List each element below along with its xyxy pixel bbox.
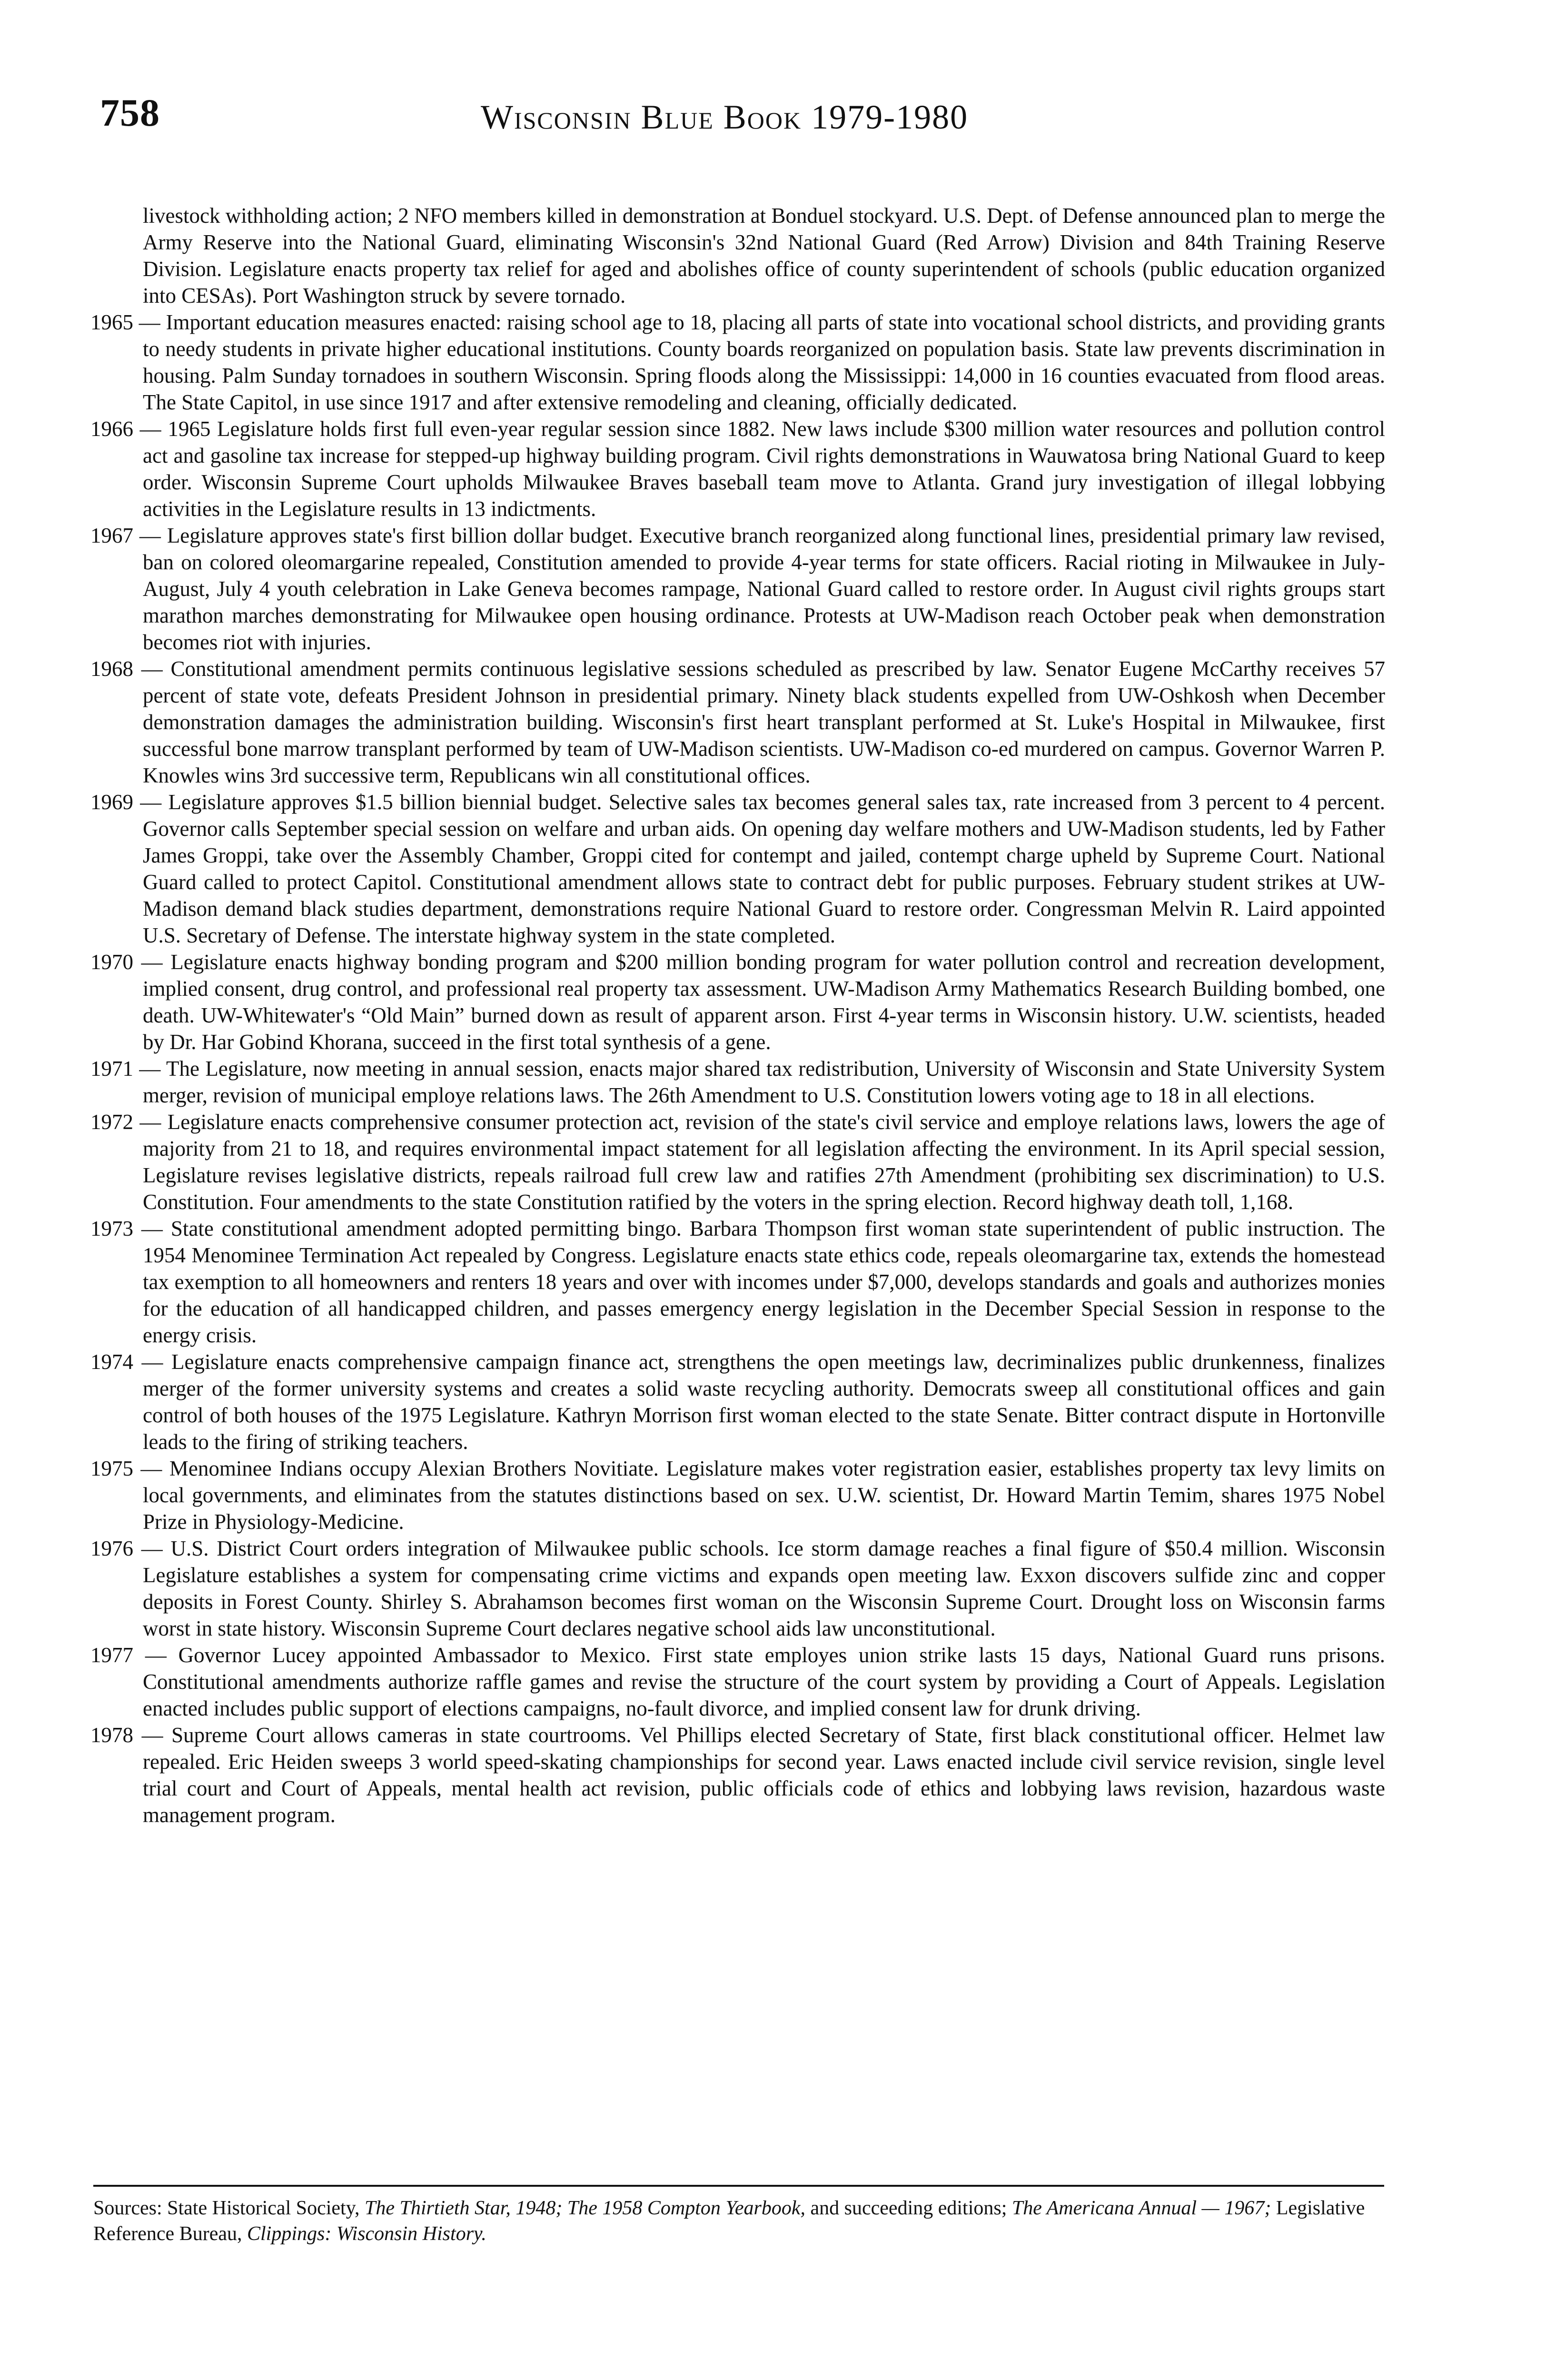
sources-title-3: Clippings: Wisconsin History. xyxy=(247,2223,486,2245)
entry-dash: — xyxy=(140,790,162,814)
entry-text: Governor Lucey appointed Ambassador to Mexico. First state employes union strike lasts 15 days, National Guard runs prisons. Constitutional amendments authorize raffle games and revise the structure of the court system by providing a Court of Appeals. Legislation enacted includes public support of elections campaigns, no-fault divorce, and implied consent law for drunk driving. xyxy=(143,1643,1386,1720)
entry-text: Important education measures enacted: raising school age to 18, placing all parts of state into vocational school districts, and providing grants to needy students in private higher educational institutions. County boards reorganized on population basis. State law prevents discrimination in housing. Palm Sunday tornadoes in southern Wisconsin. Spring floods along the Mississippi: 14,000 in 16 counties evacuated from flood areas. The State Capitol, in use since 1917 and after extensive remodeling and cleaning, officially dedicated. xyxy=(143,310,1386,414)
entry-dash: — xyxy=(140,1457,162,1480)
chronology-entry xyxy=(90,1722,1385,1828)
entry-dash: — xyxy=(139,310,160,334)
entry-year: 1970 xyxy=(90,950,133,974)
entry-year: 1978 xyxy=(90,1723,133,1747)
entry-year: 1973 xyxy=(90,1217,133,1240)
chronology-entries xyxy=(90,309,1385,1828)
entry-year: 1975 xyxy=(90,1457,133,1480)
chronology-entry xyxy=(90,1642,1385,1722)
entry-dash: — xyxy=(139,417,161,441)
entry-year: 1966 xyxy=(90,417,133,441)
chronology-entry xyxy=(90,1349,1385,1455)
entry-text: Constitutional amendment permits continuous legislative sessions scheduled as prescribed by law. Senator Eugene McCarthy receives 57 percent of state vote, defeats President Johnson in presidential primary. Ninety black students expelled from UW-Oshkosh when December demonstration damages the administration building. Wisconsin's first heart transplant performed at St. Luke's Hospital in Milwaukee, first successful bone marrow transplant performed by team of UW-Madison scientists. UW-Madison co-ed murdered on campus. Governor Warren P. Knowles wins 3rd successive term, Republicans win all constitutional offices. xyxy=(143,657,1385,787)
entry-dash: — xyxy=(141,1537,163,1560)
sources-middle-2: Legislative Reference Bureau, xyxy=(93,2197,1365,2245)
entry-dash: — xyxy=(139,1110,161,1134)
entry-text: Legislature enacts comprehensive consumer protection act, revision of the state's civil service and employe relations laws, lowers the age of majority from 21 to 18, and requires environmental impact statement for all legislation affecting the environment. In its April special session, Legislature revises legislative districts, repeals railroad full crew law and ratifies 27th Amendment (prohibiting sex discrimination) to U.S. Constitution. Four amendments to the state Constitution ratified by the voters in the spring election. Record highway death toll, 1,168. xyxy=(143,1110,1386,1214)
entry-dash: — xyxy=(139,524,161,547)
entry-year: 1972 xyxy=(90,1110,133,1134)
entry-text: U.S. District Court orders integration of Milwaukee public schools. Ice storm damage reaches a final figure of $50.4 million. Wisconsin Legislature establishes a system for compensating crime victims and expands open meeting law. Exxon discovers sulfide zinc and copper deposits in Forest County. Shirley S. Abrahamson becomes first woman on the Wisconsin Supreme Court. Drought loss on Wisconsin farms worst in state history. Wisconsin Supreme Court declares negative school aids law unconstitutional. xyxy=(143,1537,1386,1640)
entry-year: 1967 xyxy=(90,524,133,547)
entry-year: 1969 xyxy=(90,790,133,814)
entry-dash: — xyxy=(139,1057,161,1081)
sources-title-2: The Americana Annual — 1967; xyxy=(1011,2197,1271,2219)
entry-text: 1965 Legislature holds first full even-year regular session since 1882. New laws include $300 million water resources and pollution control act and gasoline tax increase for stepped-up highway building program. Civil rights demonstrations in Wauwatosa bring National Guard to keep order. Wisconsin Supreme Court upholds Milwaukee Braves baseball team move to Atlanta. Grand jury investigation of illegal lobbying activities in the Legislature results in 13 indictments. xyxy=(143,417,1386,521)
running-head: Wisconsin Blue Book 1979-1980 xyxy=(481,98,969,136)
entry-year: 1976 xyxy=(90,1537,133,1560)
chronology-entry xyxy=(90,1109,1385,1215)
chronology-entry xyxy=(90,789,1385,949)
chronology-entry xyxy=(90,1455,1385,1535)
entry-dash: — xyxy=(141,657,163,681)
entry-year: 1968 xyxy=(90,657,133,681)
page-number: 758 xyxy=(100,91,160,134)
chronology-text xyxy=(90,202,1385,1828)
entry-dash: — xyxy=(141,1723,163,1747)
sources-middle: and succeeding editions; xyxy=(805,2197,1012,2219)
chronology-entry xyxy=(90,655,1385,789)
entry-dash: — xyxy=(141,1350,163,1374)
sources-note xyxy=(93,2195,1384,2247)
intro-paragraph: livestock withholding action; 2 NFO members killed in demonstration at Bonduel stockyard. U.S. Dept. of Defense announced plan to merge the Army Reserve into the National Guard, eliminating Wisconsin's 32nd National Guard (Red Arrow) Division and 84th Training Reserve Division. Legislature enacts property tax relief for aged and abolishes office of county superintendent of schools (public education organized into CESAs). Port Washington struck by severe tornado. xyxy=(143,204,1385,307)
sources-prefix: Sources: State Historical Society, xyxy=(93,2197,365,2219)
chronology-entry xyxy=(90,1215,1385,1349)
entry-text: Legislature enacts highway bonding program and $200 million bonding program for water pollution control and recreation development, implied consent, drug control, and professional real property tax assessment. UW-Madison Army Mathematics Research Building bombed, one death. UW-Whitewater's “Old Main” burned down as result of apparent arson. First 4-year terms in Wisconsin history. U.W. scientists, headed by Dr. Har Gobind Khorana, succeed in the first total synthesis of a gene. xyxy=(143,950,1386,1054)
entry-text: Legislature approves $1.5 billion biennial budget. Selective sales tax becomes general sales tax, rate increased from 3 percent to 4 percent. Governor calls September special session on welfare and urban aids. On opening day welfare mothers and UW-Madison students, led by Father James Groppi, take over the Assembly Chamber, Groppi cited for contempt and jailed, contempt charge upheld by Supreme Court. National Guard called to protect Capitol. Constitutional amendment allows state to contract debt for public purposes. February student strikes at UW-Madison demand black studies department, demonstrations require National Guard to restore order. Congressman Melvin R. Laird appointed U.S. Secretary of Defense. The interstate highway system in the state completed. xyxy=(143,790,1386,947)
chronology-entry xyxy=(90,1055,1385,1109)
chronology-entry xyxy=(90,522,1385,655)
entry-text: State constitutional amendment adopted permitting bingo. Barbara Thompson first woman state superintendent of public instruction. The 1954 Menominee Termination Act repealed by Congress. Legislature enacts state ethics code, repeals oleomargarine tax, extends the homestead tax exemption to all homeowners and renters 18 years and over with incomes under $7,000, develops standards and goals and authorizes monies for the education of all handicapped children, and passes emergency energy legislation in the December Special Session in response to the energy crisis. xyxy=(143,1217,1386,1347)
entry-text: Legislature enacts comprehensive campaign finance act, strengthens the open meetings law, decriminalizes public drunkenness, finalizes merger of the former university systems and creates a solid waste recycling authority. Democrats sweep all constitutional offices and gain control of both houses of the 1975 Legislature. Kathryn Morrison first woman elected to the state Senate. Bitter contract dispute in Hortonville leads to the firing of striking teachers. xyxy=(143,1350,1386,1454)
entry-text: The Legislature, now meeting in annual session, enacts major shared tax redistribution, University of Wisconsin and State University System merger, revision of municipal employe relations laws. The 26th Amendment to U.S. Constitution lowers voting age to 18 in all elections. xyxy=(143,1057,1386,1107)
entry-dash: — xyxy=(141,950,163,974)
entry-dash: — xyxy=(145,1643,167,1667)
chronology-entry xyxy=(90,1535,1385,1642)
sources-title-1: The Thirtieth Star, 1948; The 1958 Compton Yearbook, xyxy=(365,2197,806,2219)
entry-year: 1977 xyxy=(90,1643,133,1667)
chronology-entry xyxy=(90,949,1385,1055)
chronology-entry xyxy=(90,416,1385,522)
entry-dash: — xyxy=(141,1217,163,1240)
entry-text: Supreme Court allows cameras in state courtrooms. Vel Phillips elected Secretary of State, first black constitutional officer. Helmet law repealed. Eric Heiden sweeps 3 world speed-skating championships for second year. Laws enacted include civil service revision, single level trial court and Court of Appeals, mental health act revision, public officials code of ethics and lobbying laws revision, hazardous waste management program. xyxy=(143,1723,1386,1827)
entry-year: 1965 xyxy=(90,310,133,334)
entry-year: 1971 xyxy=(90,1057,133,1081)
chronology-entry xyxy=(90,309,1385,416)
entry-text: Menominee Indians occupy Alexian Brothers Novitiate. Legislature makes voter registration easier, establishes property tax levy limits on local governments, and eliminates from the statutes distinctions based on sex. U.W. scientist, Dr. Howard Martin Temim, shares 1975 Nobel Prize in Physiology-Medicine. xyxy=(143,1457,1386,1534)
footnote-rule xyxy=(93,2185,1384,2187)
entry-text: Legislature approves state's first billion dollar budget. Executive branch reorganized along functional lines, presidential primary law revised, ban on colored oleomargarine repealed, Constitution amended to provide 4-year terms for state officers. Racial rioting in Milwaukee in July-August, July 4 youth celebration in Lake Geneva becomes rampage, National Guard called to restore order. In August civil rights groups start marathon marches demonstrating for Milwaukee open housing ordinance. Protests at UW-Madison reach October peak when demonstration becomes riot with injuries. xyxy=(143,524,1385,654)
entry-year: 1974 xyxy=(90,1350,133,1374)
